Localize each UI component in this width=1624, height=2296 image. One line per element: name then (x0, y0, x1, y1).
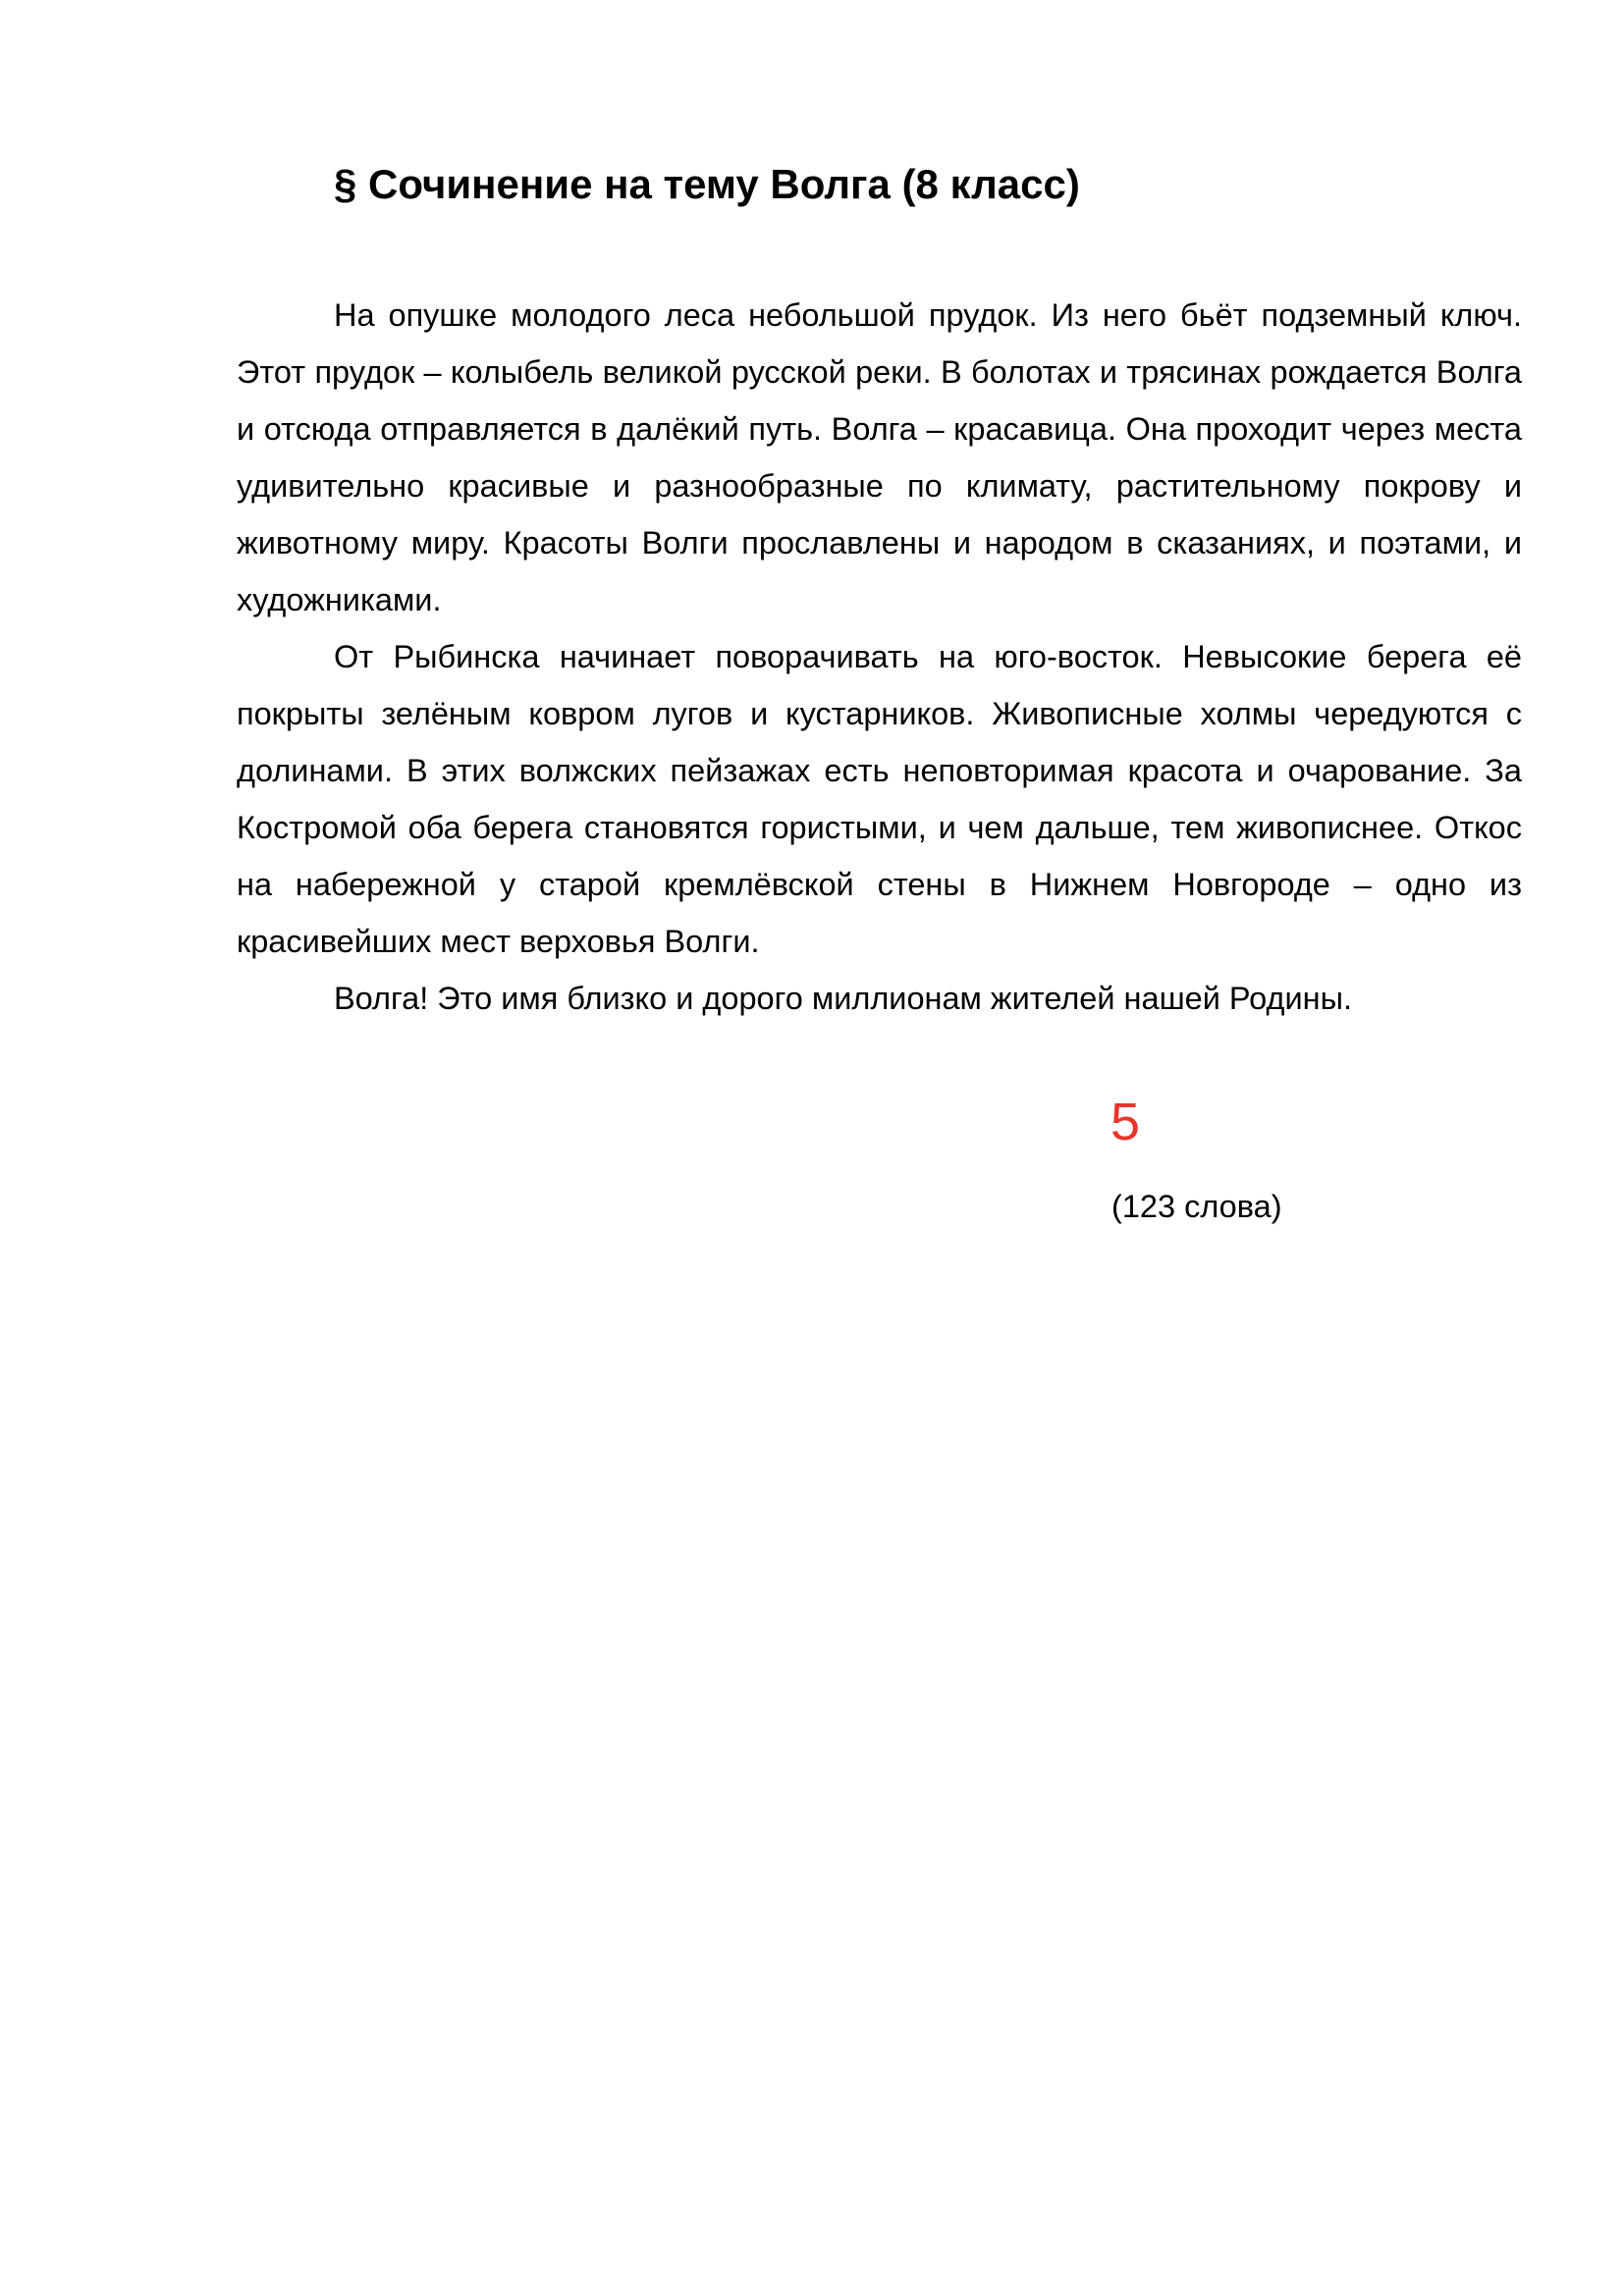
paragraph: Волга! Это имя близко и дорого миллионам жителей нашей Родины. (334, 981, 1352, 1016)
grade-mark: 5 (1110, 1093, 1141, 1151)
paragraph: От Рыбинска начинает поворачивать на юго-восток. Невысокие берега её покрыты зелёным ковром лугов и кустарников. Живописные холмы чередуются с долинами. В этих волжских пейзажах есть неповторимая красота и очарование. За Костромой оба берега становятся гористыми, и чем дальше, тем живописнее. Откос на набережной у старой кремлёвской стены в Нижнем Новгороде – одно из красивейших мест верховья Волги. (237, 639, 1522, 959)
paragraph: На опушке молодого леса небольшой прудок. Из него бьёт подземный ключ. Этот прудок – колыбель великой русской реки. В болотах и трясинах рождается Волга и отсюда отправляется в далёкий путь. Волга – красавица. Она проходит через места удивительно красивые и разнообразные по климату, растительному покрову и животному миру. Красоты Волги прославлены и народом в сказаниях, и поэтами, и художниками. (237, 297, 1522, 617)
word-count: (123 слова) (1111, 1189, 1282, 1224)
essay-body (237, 287, 1522, 1027)
page-title: § Сочинение на тему Волга (8 класс) (334, 161, 1080, 207)
